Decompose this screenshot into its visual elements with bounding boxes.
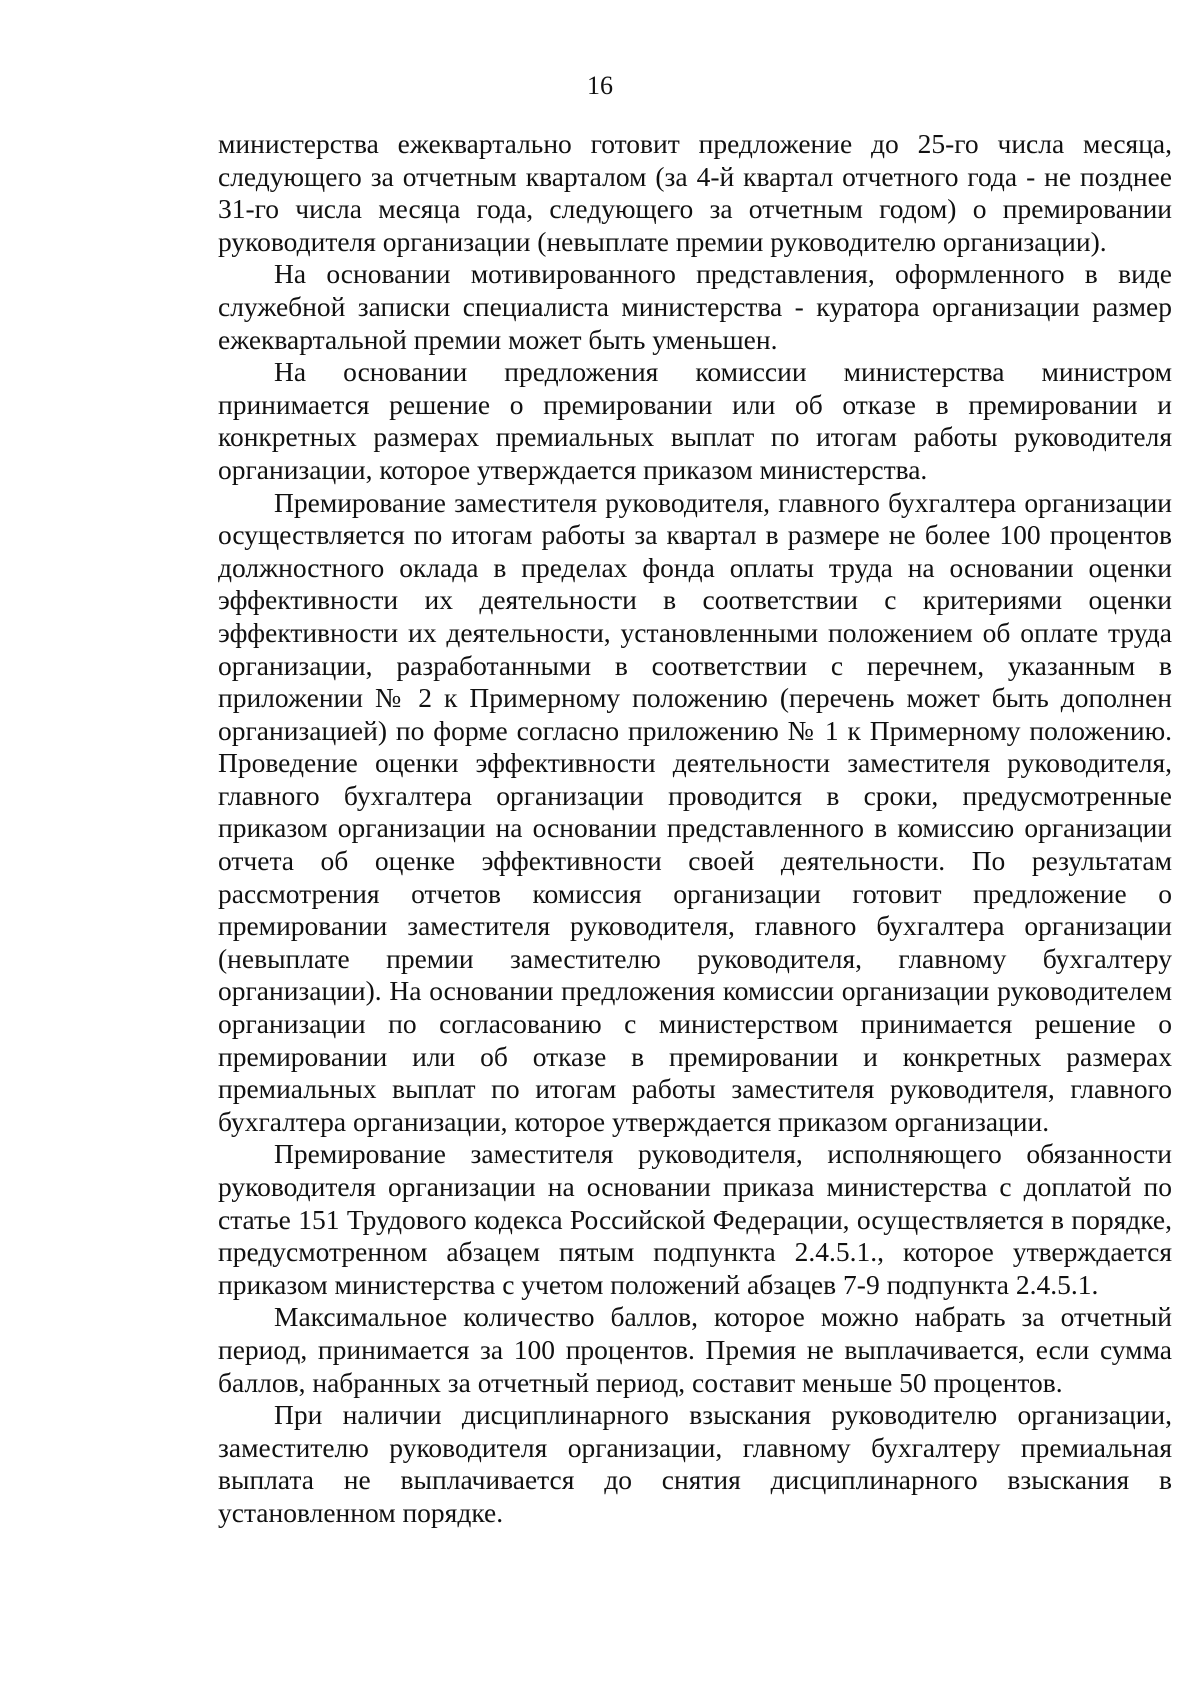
paragraph-max-points: Максимальное количество баллов, которое можно набрать за отчетный период, принимается за 100 процентов. Премия не выплачивается, если сумма баллов, набранных за отчетный период, составит меньше 50 процентов. (218, 1301, 1172, 1398)
paragraph-continuation: министерства ежеквартально готовит предложение до 25-го числа месяца, следующего за отчетным кварталом (за 4-й квартал отчетного года - не позднее 31-го числа месяца года, следующего за отчетным годом) о премировании руководителя организации (невыплате премии руководителю организации). (218, 128, 1172, 257)
paragraph-disciplinary: При наличии дисциплинарного взыскания руководителю организации, заместителю руководителя организации, главному бухгалтеру премиальная выплата не выплачивается до снятия дисциплинарного взыскания в установленном порядке. (218, 1399, 1172, 1528)
page-number: 16 (587, 71, 613, 100)
paragraph-minister-decision: На основании предложения комиссии министерства министром принимается решение о премировании или об отказе в премировании и конкретных размерах премиальных выплат по итогам работы руководителя организации, которое утверждается приказом министерства. (218, 356, 1172, 485)
document-body (218, 128, 1172, 1530)
paragraph-deputy-bonus: Премирование заместителя руководителя, главного бухгалтера организации осуществляется по итогам работы за квартал в размере не более 100 процентов должностного оклада в пределах фонда оплаты труда на основании оценки эффективности их деятельности в соответствии с критериями оценки эффективности их деятельности, установленными положением об оплате труда организации, разработанными в соответствии с перечнем, указанным в приложении № 2 к Примерному положению (перечень может быть дополнен организацией) по форме согласно приложению № 1 к Примерному положению. Проведение оценки эффективности деятельности заместителя руководителя, главного бухгалтера организации проводится в сроки, предусмотренные приказом организации на основании представленного в комиссию организации отчета об оценке эффективности своей деятельности. По результатам рассмотрения отчетов комиссия организации готовит предложение о премировании заместителя руководителя, главного бухгалтера организации (невыплате премии заместителю руководителя, главному бухгалтеру организации). На основании предложения комиссии организации руководителем организации по согласованию с министерством принимается решение о премировании или об отказе в премировании и конкретных размерах премиальных выплат по итогам работы заместителя руководителя, главного бухгалтера организации, которое утверждается приказом организации. (218, 486, 1172, 1137)
paragraph-curator-memo: На основании мотивированного представления, оформленного в виде служебной записки специалиста министерства - куратора организации размер ежеквартальной премии может быть уменьшен. (218, 258, 1172, 355)
paragraph-acting-head-bonus: Премирование заместителя руководителя, исполняющего обязанности руководителя организации на основании приказа министерства с доплатой по статье 151 Трудового кодекса Российской Федерации, осуществляется в порядке, предусмотренном абзацем пятым подпункта 2.4.5.1., которое утверждается приказом министерства с учетом положений абзацев 7-9 подпункта 2.4.5.1. (218, 1138, 1172, 1300)
